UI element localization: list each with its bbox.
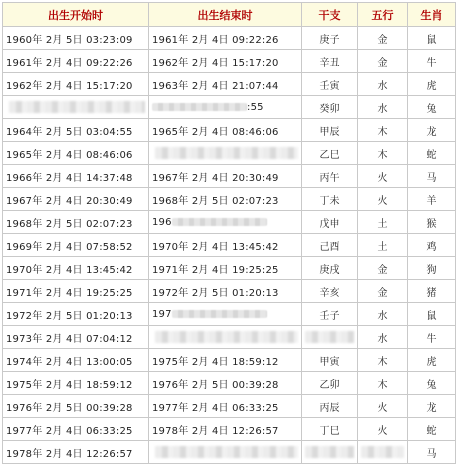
- animal-cell: [408, 119, 456, 142]
- redacted-mark: [152, 103, 247, 111]
- cell-text: 1968年 2月 5日 02:07:23: [152, 195, 279, 207]
- end-time-cell: [149, 119, 302, 142]
- cell-text: 1978年 2月 4日 12:26:57: [152, 425, 279, 437]
- cell-text: 壬子: [319, 310, 340, 322]
- wuxing-cell: [358, 326, 408, 349]
- end-time-cell: [149, 211, 302, 234]
- cell-text: 1977年 2月 4日 06:33:25: [152, 402, 279, 414]
- cell-text: 龙: [426, 402, 437, 414]
- start-time-cell: [3, 372, 149, 395]
- start-time-cell: [3, 326, 149, 349]
- cell-text: 1967年 2月 4日 20:30:49: [152, 172, 279, 184]
- start-time-cell: [3, 211, 149, 234]
- wuxing-cell: [358, 119, 408, 142]
- animal-cell: [408, 142, 456, 165]
- cell-text: 土: [377, 241, 388, 253]
- ganzhi-cell: [302, 165, 358, 188]
- end-time-cell: [149, 188, 302, 211]
- animal-cell: [408, 372, 456, 395]
- redacted-mark: [9, 101, 145, 113]
- animal-cell: [408, 234, 456, 257]
- cell-text: 1966年 2月 4日 14:37:48: [6, 172, 133, 184]
- cell-text: 蛇: [426, 425, 437, 437]
- animal-cell: [408, 326, 456, 349]
- start-time-cell: [3, 188, 149, 211]
- cell-text: 1976年 2月 5日 00:39:28: [152, 379, 279, 391]
- cell-text: 狗: [426, 264, 437, 276]
- header-row: [3, 3, 456, 27]
- header-end: 出生结束时: [149, 3, 302, 27]
- table-row: [3, 372, 456, 395]
- cell-text: 鼠: [426, 34, 437, 46]
- redacted-mark: [172, 310, 267, 318]
- start-time-cell: [3, 234, 149, 257]
- cell-text: 1967年 2月 4日 20:30:49: [6, 195, 133, 207]
- wuxing-cell: [358, 211, 408, 234]
- table-row: [3, 303, 456, 326]
- wuxing-cell: [358, 303, 408, 326]
- header-animal: 生肖: [408, 3, 456, 27]
- cell-text: 1973年 2月 4日 07:04:12: [6, 333, 133, 345]
- cell-text: 马: [426, 448, 437, 460]
- cell-text: 火: [377, 172, 388, 184]
- end-time-cell: [149, 395, 302, 418]
- cell-text: 水: [377, 333, 388, 345]
- wuxing-cell: [358, 441, 408, 464]
- start-time-cell: [3, 73, 149, 96]
- cell-text: 乙卯: [319, 379, 340, 391]
- table-row: [3, 27, 456, 50]
- table-row: [3, 142, 456, 165]
- start-time-cell: [3, 50, 149, 73]
- wuxing-cell: [358, 73, 408, 96]
- wuxing-cell: [358, 165, 408, 188]
- cell-text: 1962年 2月 4日 15:17:20: [152, 57, 279, 69]
- cell-text: 金: [377, 57, 388, 69]
- ganzhi-cell: [302, 303, 358, 326]
- ganzhi-cell: [302, 188, 358, 211]
- ganzhi-cell: [302, 50, 358, 73]
- cell-text: 木: [377, 356, 388, 368]
- cell-text: 丁未: [319, 195, 340, 207]
- table-row: [3, 326, 456, 349]
- cell-text: 甲辰: [319, 126, 340, 138]
- animal-cell: [408, 188, 456, 211]
- start-time-cell: [3, 142, 149, 165]
- table-row: [3, 188, 456, 211]
- cell-text: 丙辰: [319, 402, 340, 414]
- cell-text: 鼠: [426, 310, 437, 322]
- cell-text: 兔: [426, 103, 437, 115]
- cell-text: 196: [152, 216, 172, 228]
- animal-cell: [408, 211, 456, 234]
- wuxing-cell: [358, 142, 408, 165]
- ganzhi-cell: [302, 96, 358, 119]
- start-time-cell: [3, 349, 149, 372]
- cell-text: 1975年 2月 4日 18:59:12: [6, 379, 133, 391]
- cell-text: 金: [377, 34, 388, 46]
- end-time-cell: [149, 372, 302, 395]
- cell-text: 1970年 2月 4日 13:45:42: [6, 264, 133, 276]
- wuxing-cell: [358, 50, 408, 73]
- animal-cell: [408, 257, 456, 280]
- animal-cell: [408, 418, 456, 441]
- cell-text: 辛丑: [319, 57, 340, 69]
- cell-text: 1960年 2月 5日 03:23:09: [6, 34, 133, 46]
- ganzhi-cell: [302, 326, 358, 349]
- end-time-cell: [149, 142, 302, 165]
- table-row: [3, 165, 456, 188]
- cell-text: 1974年 2月 4日 13:00:05: [6, 356, 133, 368]
- redacted-mark: [155, 331, 298, 343]
- ganzhi-cell: [302, 142, 358, 165]
- cell-text: 土: [377, 218, 388, 230]
- cell-text: 壬寅: [319, 80, 340, 92]
- end-time-cell: [149, 73, 302, 96]
- wuxing-cell: [358, 188, 408, 211]
- cell-text: 鸡: [426, 241, 437, 253]
- animal-cell: [408, 165, 456, 188]
- start-time-cell: [3, 395, 149, 418]
- cell-text: 庚戌: [319, 264, 340, 276]
- table-row: [3, 349, 456, 372]
- ganzhi-cell: [302, 349, 358, 372]
- cell-text: 1963年 2月 4日 21:07:44: [152, 80, 279, 92]
- end-time-cell: [149, 441, 302, 464]
- start-time-cell: [3, 96, 149, 119]
- redacted-mark: [172, 218, 267, 226]
- end-time-cell: [149, 418, 302, 441]
- cell-text: 火: [377, 425, 388, 437]
- cell-text: 猴: [426, 218, 437, 230]
- table-row: [3, 257, 456, 280]
- wuxing-cell: [358, 257, 408, 280]
- cell-text: 庚子: [319, 34, 340, 46]
- cell-text: 1969年 2月 4日 07:58:52: [6, 241, 133, 253]
- table-row: [3, 96, 456, 119]
- table-row: [3, 418, 456, 441]
- ganzhi-cell: [302, 234, 358, 257]
- start-time-cell: [3, 303, 149, 326]
- cell-text: 1961年 2月 4日 09:22:26: [152, 34, 279, 46]
- cell-text: 197: [152, 308, 172, 320]
- cell-text: 牛: [426, 333, 437, 345]
- cell-text: 羊: [426, 195, 437, 207]
- cell-text: 1975年 2月 4日 18:59:12: [152, 356, 279, 368]
- wuxing-cell: [358, 372, 408, 395]
- table-row: [3, 119, 456, 142]
- cell-text: 1972年 2月 5日 01:20:13: [6, 310, 133, 322]
- ganzhi-cell: [302, 395, 358, 418]
- cell-text: 1961年 2月 4日 09:22:26: [6, 57, 133, 69]
- redacted-mark: [361, 446, 404, 458]
- wuxing-cell: [358, 27, 408, 50]
- animal-cell: [408, 27, 456, 50]
- cell-text: 兔: [426, 379, 437, 391]
- start-time-cell: [3, 165, 149, 188]
- cell-text: 辛亥: [319, 287, 340, 299]
- ganzhi-cell: [302, 418, 358, 441]
- cell-text: 金: [377, 264, 388, 276]
- end-time-cell: [149, 96, 302, 119]
- end-time-cell: [149, 326, 302, 349]
- table-row: [3, 395, 456, 418]
- animal-cell: [408, 349, 456, 372]
- wuxing-cell: [358, 418, 408, 441]
- ganzhi-cell: [302, 119, 358, 142]
- start-time-cell: [3, 257, 149, 280]
- ganzhi-cell: [302, 441, 358, 464]
- cell-text: 金: [377, 287, 388, 299]
- cell-text: 1965年 2月 4日 08:46:06: [6, 149, 133, 161]
- wuxing-cell: [358, 234, 408, 257]
- animal-cell: [408, 280, 456, 303]
- cell-text: 蛇: [426, 149, 437, 161]
- wuxing-cell: [358, 280, 408, 303]
- table-row: [3, 50, 456, 73]
- animal-cell: [408, 395, 456, 418]
- start-time-cell: [3, 280, 149, 303]
- cell-text: 水: [377, 80, 388, 92]
- end-time-cell: [149, 27, 302, 50]
- animal-cell: [408, 303, 456, 326]
- end-time-cell: [149, 349, 302, 372]
- redacted-mark: [155, 446, 298, 458]
- cell-text: 1972年 2月 5日 01:20:13: [152, 287, 279, 299]
- cell-text: 甲寅: [319, 356, 340, 368]
- ganzhi-cell: [302, 211, 358, 234]
- cell-text: 1962年 2月 4日 15:17:20: [6, 80, 133, 92]
- table-row: [3, 234, 456, 257]
- ganzhi-cell: [302, 27, 358, 50]
- animal-cell: [408, 73, 456, 96]
- cell-text: 木: [377, 149, 388, 161]
- cell-text: 1977年 2月 4日 06:33:25: [6, 425, 133, 437]
- cell-text: 火: [377, 402, 388, 414]
- end-time-cell: [149, 234, 302, 257]
- ganzhi-cell: [302, 280, 358, 303]
- cell-text: 龙: [426, 126, 437, 138]
- table-row: [3, 73, 456, 96]
- end-time-cell: [149, 280, 302, 303]
- start-time-cell: [3, 119, 149, 142]
- start-time-cell: [3, 27, 149, 50]
- cell-text: 1971年 2月 4日 19:25:25: [152, 264, 279, 276]
- table-row: [3, 441, 456, 464]
- zodiac-table: [2, 2, 456, 464]
- cell-text: 1964年 2月 5日 03:04:55: [6, 126, 133, 138]
- cell-text: 1976年 2月 5日 00:39:28: [6, 402, 133, 414]
- redacted-mark: [155, 147, 298, 159]
- redacted-mark: [305, 331, 354, 343]
- wuxing-cell: [358, 96, 408, 119]
- end-time-cell: [149, 165, 302, 188]
- animal-cell: [408, 50, 456, 73]
- table-row: [3, 280, 456, 303]
- ganzhi-cell: [302, 73, 358, 96]
- cell-text: 水: [377, 310, 388, 322]
- end-time-cell: [149, 50, 302, 73]
- cell-text: :55: [247, 101, 264, 113]
- cell-text: 虎: [426, 356, 437, 368]
- cell-text: 癸卯: [319, 103, 340, 115]
- header-wuxing: 五行: [358, 3, 408, 27]
- cell-text: 丙午: [319, 172, 340, 184]
- cell-text: 1970年 2月 4日 13:45:42: [152, 241, 279, 253]
- cell-text: 丁巳: [319, 425, 340, 437]
- ganzhi-cell: [302, 372, 358, 395]
- cell-text: 戊申: [319, 218, 340, 230]
- header-ganzhi: 干支: [302, 3, 358, 27]
- cell-text: 1978年 2月 4日 12:26:57: [6, 448, 133, 460]
- cell-text: 水: [377, 103, 388, 115]
- wuxing-cell: [358, 349, 408, 372]
- redacted-mark: [305, 446, 354, 458]
- animal-cell: [408, 441, 456, 464]
- cell-text: 猪: [426, 287, 437, 299]
- cell-text: 木: [377, 379, 388, 391]
- cell-text: 虎: [426, 80, 437, 92]
- cell-text: 乙巳: [319, 149, 340, 161]
- wuxing-cell: [358, 395, 408, 418]
- cell-text: 牛: [426, 57, 437, 69]
- cell-text: 木: [377, 126, 388, 138]
- cell-text: 1968年 2月 5日 02:07:23: [6, 218, 133, 230]
- cell-text: 己酉: [319, 241, 340, 253]
- table-row: [3, 211, 456, 234]
- start-time-cell: [3, 441, 149, 464]
- start-time-cell: [3, 418, 149, 441]
- animal-cell: [408, 96, 456, 119]
- header-start: 出生开始时: [3, 3, 149, 27]
- end-time-cell: [149, 257, 302, 280]
- ganzhi-cell: [302, 257, 358, 280]
- end-time-cell: [149, 303, 302, 326]
- cell-text: 1971年 2月 4日 19:25:25: [6, 287, 133, 299]
- cell-text: 火: [377, 195, 388, 207]
- cell-text: 1965年 2月 4日 08:46:06: [152, 126, 279, 138]
- cell-text: 马: [426, 172, 437, 184]
